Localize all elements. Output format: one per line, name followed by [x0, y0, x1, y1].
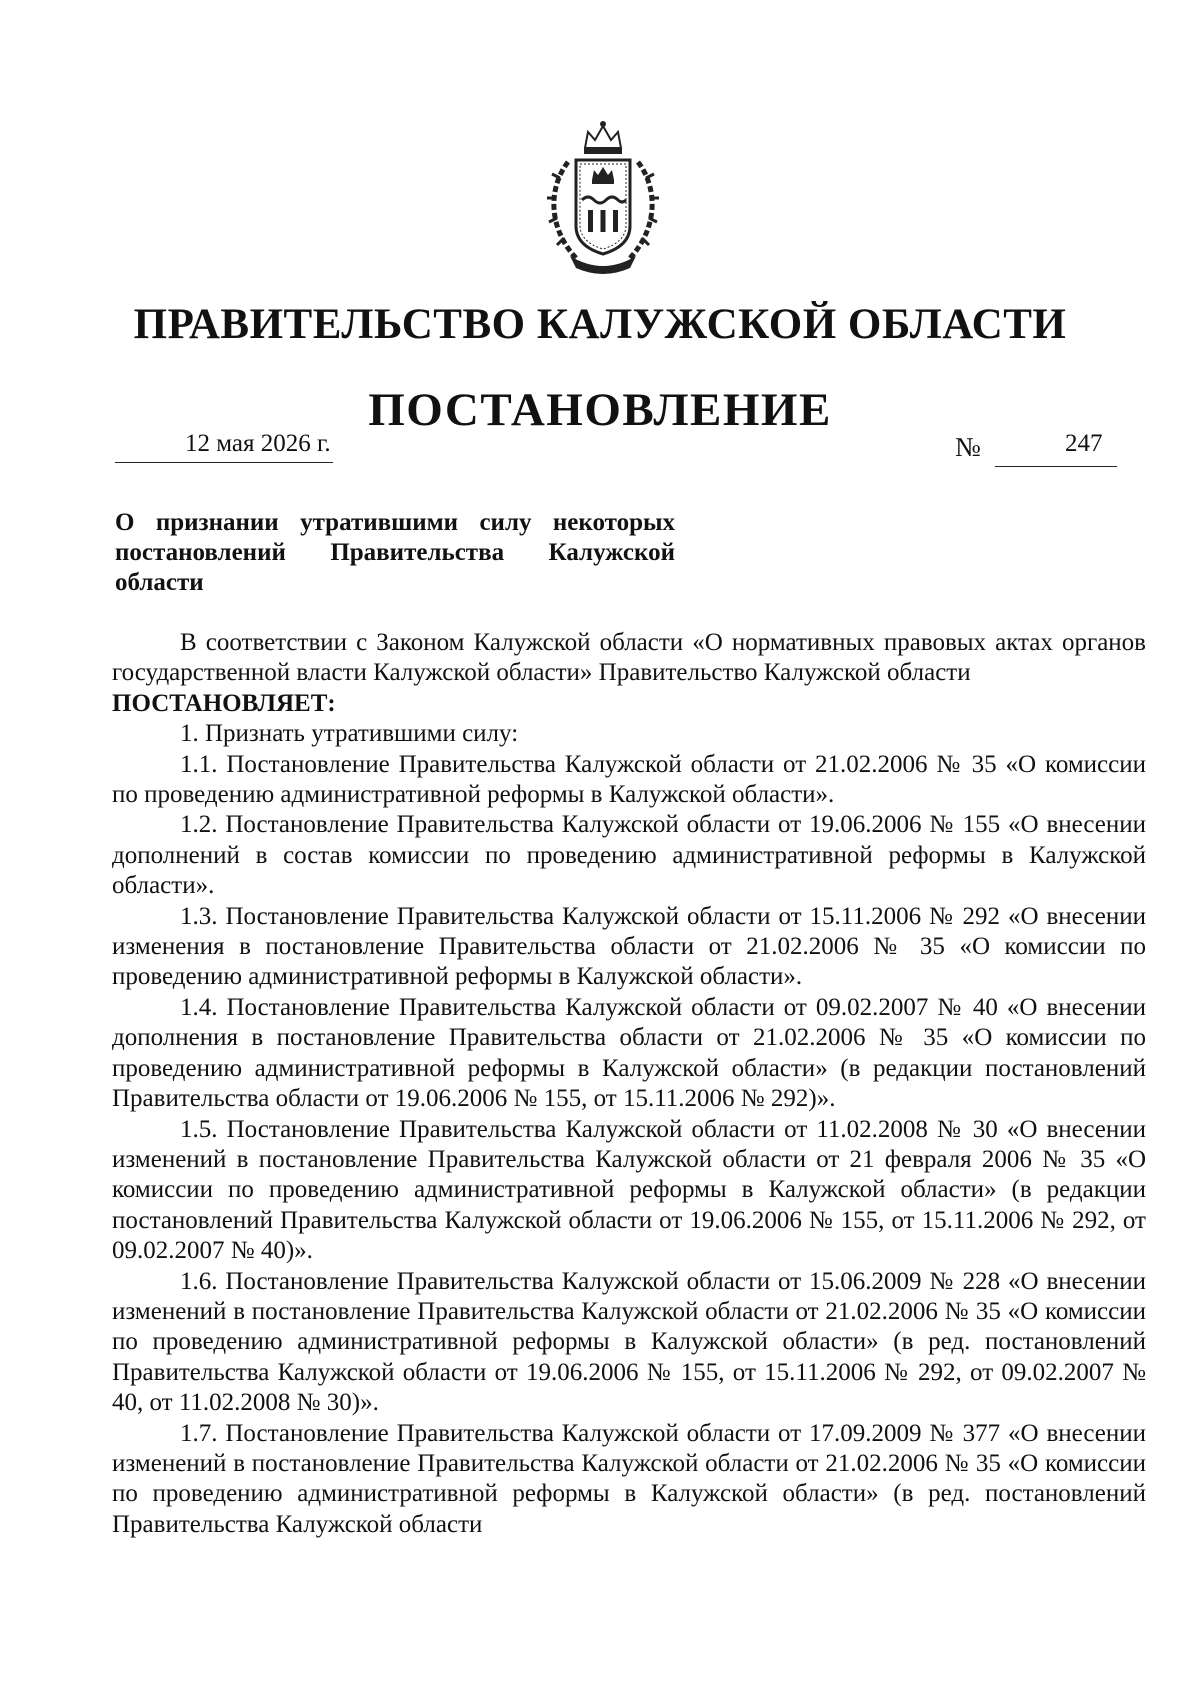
subitem-1-1: 1.1. Постановление Правительства Калужской области от 21.02.2006 № 35 «О комиссии по проведению административной реформы в Калужской области». — [112, 750, 1146, 809]
subitem-1-6: 1.6. Постановление Правительства Калужской области от 15.06.2009 № 228 «О внесении изменений в постановление Правительства Калужской области от 21.02.2006 № 35 «О комиссии по проведению административной реформы в Калужской области» (в ред. постановлений Правительства Калужской области от 19.06.2006 № 155, от 15.11.2006 № 292, от 09.02.2007 № 40, от 11.02.2008 № 30)». — [112, 1267, 1146, 1417]
document-type-title: ПОСТАНОВЛЕНИЕ — [368, 384, 832, 436]
number-underline — [995, 466, 1117, 467]
subitem-1-2: 1.2. Постановление Правительства Калужской области от 19.06.2006 № 155 «О внесении дополнений в состав комиссии по проведению административной реформы в Калужской области». — [112, 811, 1146, 900]
coat-of-arms-icon — [538, 118, 668, 276]
subitem-1-4: 1.4. Постановление Правительства Калужской области от 09.02.2007 № 40 «О внесении дополнения в постановление Правительства области от 21.02.2006 № 35 «О комиссии по проведению административной реформы в Калужской области» (в редакции постановлений Правительства области от 19.06.2006 № 155, от 15.11.2006 № 292)». — [112, 993, 1146, 1113]
number-label: № — [955, 432, 981, 462]
resolves-heading: ПОСТАНОВЛЯЕТ: — [112, 689, 336, 717]
subitem-1-3: 1.3. Постановление Правительства Калужской области от 15.11.2006 № 292 «О внесении изменения в постановление Правительства области от 21.02.2006 № 35 «О комиссии по проведению административной реформы в Калужской области». — [112, 902, 1146, 991]
preamble-paragraph: В соответствии с Законом Калужской области «О нормативных правовых актах органов государственной власти Калужской области» Правительство Калужской области — [112, 629, 1146, 687]
item-1: 1. Признать утратившими силу: — [180, 720, 519, 748]
subitem-1-5: 1.5. Постановление Правительства Калужской области от 11.02.2008 № 30 «О внесении изменений в постановление Правительства Калужской области от 21 февраля 2006 № 35 «О комиссии по проведению административной реформы в Калужской области» (в редакции постановлений Правительства Калужской области от 19.06.2006 № 155, от 15.11.2006 № 292, от 09.02.2007 № 40)». — [112, 1115, 1146, 1265]
document-subject: О признании утратившими силу некоторых постановлений Правительства Калужской области — [115, 509, 675, 596]
government-title: ПРАВИТЕЛЬСТВО КАЛУЖСКОЙ ОБЛАСТИ — [133, 301, 1067, 348]
document-body — [112, 628, 1146, 1540]
document-number: 247 — [1065, 430, 1103, 457]
subitem-1-7: 1.7. Постановление Правительства Калужской области от 17.09.2009 № 377 «О внесении изменений в постановление Правительства Калужской области от 21.02.2006 № 35 «О комиссии по проведению административной реформы в Калужской области» (в ред. постановлений Правительства Калужской области — [112, 1419, 1146, 1538]
document-date: 12 мая 2026 г. — [185, 430, 331, 457]
date-underline — [115, 462, 333, 463]
